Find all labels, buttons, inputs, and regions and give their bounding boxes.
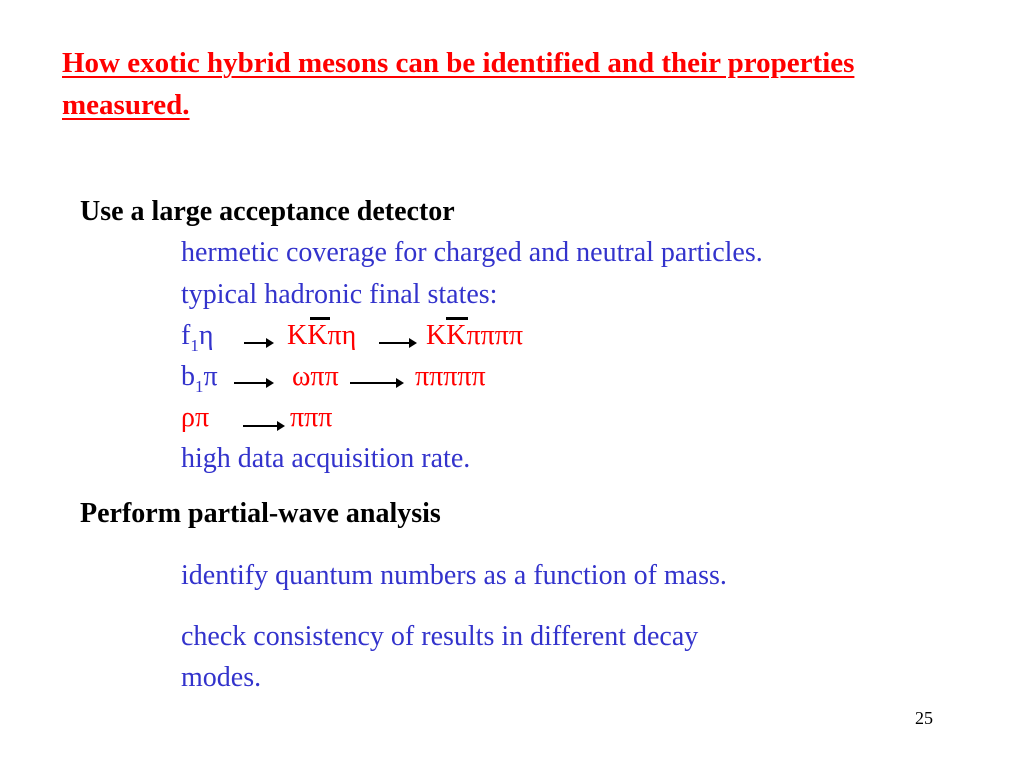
- page-number: 25: [915, 708, 933, 728]
- antiparticle-bar-icon: [310, 317, 330, 320]
- bullet-hermetic-coverage: hermetic coverage for charged and neutral particles.: [181, 237, 763, 268]
- reaction-3-parent: ρπ: [181, 402, 210, 433]
- reaction-1-step1: KKπη: [287, 320, 357, 351]
- reaction-1-parent: $f_1\eta$: [181, 320, 214, 355]
- antiparticle-bar-icon: [446, 317, 468, 320]
- bullet-data-acquisition: high data acquisition rate.: [181, 443, 471, 474]
- reaction-3-step1: πππ: [290, 402, 333, 433]
- bullet-consistency-line2: modes.: [181, 662, 262, 693]
- slide-title: How exotic hybrid mesons can be identified and their properties measured.: [62, 47, 855, 121]
- bullet-final-states: typical hadronic final states:: [181, 279, 498, 310]
- section-heading-detector: Use a large acceptance detector: [80, 196, 455, 227]
- section-heading-pwa: Perform partial-wave analysis: [80, 498, 441, 529]
- reaction-1-step2: KKππππ: [426, 320, 523, 351]
- bullet-quantum-numbers: identify quantum numbers as a function of mass.: [181, 560, 727, 591]
- reaction-2-step1: ωππ: [292, 361, 339, 392]
- arrow-icon: [244, 342, 272, 344]
- arrow-icon: [379, 342, 415, 344]
- arrow-icon: [234, 382, 272, 384]
- arrow-icon: [243, 425, 283, 427]
- reaction-2-step2: πππππ: [415, 361, 486, 392]
- reaction-2-parent: $b_1\pi$: [181, 361, 218, 396]
- arrow-icon: [350, 382, 402, 384]
- bullet-consistency-line1: check consistency of results in different decay: [181, 621, 699, 652]
